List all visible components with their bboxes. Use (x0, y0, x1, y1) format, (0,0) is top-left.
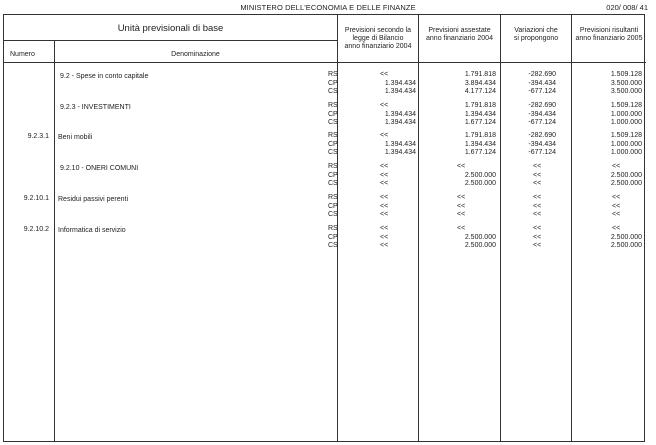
row-type: RS (328, 163, 338, 170)
value-previsioni-assestate: 1.791.818 (464, 132, 496, 139)
value-previsioni-risultanti: 1.509.128 (610, 102, 642, 109)
value-variazioni: << (533, 180, 542, 188)
value-previsioni-legge: << (380, 180, 389, 188)
value-previsioni-risultanti: 2.500.000 (610, 180, 642, 188)
value-previsioni-legge: << (380, 233, 389, 241)
row-name: Residui passivi perenti (58, 196, 129, 203)
col-header-numero: Numero (10, 51, 35, 58)
value-previsioni-legge: 1.394.434 (384, 119, 416, 127)
col-header-previsioni-risultanti: Previsioni risultanti anno finanziario 2005 (575, 27, 643, 42)
value-previsioni-risultanti: 1.000.000 (610, 140, 642, 148)
value-previsioni-legge: << (380, 211, 389, 219)
value-variazioni: -394.434 (528, 79, 556, 87)
row-type: CP (328, 140, 338, 148)
value-previsioni-assestate: 1.677.124 (464, 149, 496, 157)
value-previsioni-assestate: << (457, 202, 466, 210)
value-variazioni: -282.690 (528, 71, 556, 78)
value-previsioni-risultanti: 1.000.000 (610, 149, 642, 157)
value-previsioni-legge: << (380, 202, 389, 210)
value-previsioni-assestate: 1.394.434 (464, 110, 496, 118)
value-previsioni-risultanti: << (612, 194, 621, 201)
value-previsioni-assestate: << (457, 194, 466, 201)
row-type: CS (328, 149, 338, 157)
value-previsioni-risultanti: 2.500.000 (610, 242, 642, 250)
value-variazioni: -394.434 (528, 110, 556, 118)
value-variazioni: -282.690 (528, 102, 556, 109)
value-previsioni-assestate: 4.177.124 (464, 88, 496, 96)
value-previsioni-risultanti: << (612, 211, 621, 219)
value-previsioni-risultanti: 2.500.000 (610, 233, 642, 241)
row-type: CP (328, 171, 338, 179)
value-previsioni-risultanti: 1.000.000 (610, 119, 642, 127)
budget-table (3, 14, 645, 442)
value-variazioni: << (533, 242, 542, 250)
value-previsioni-legge: 1.394.434 (384, 140, 416, 148)
row-type: CP (328, 202, 338, 210)
row-type: CS (328, 119, 338, 127)
value-previsioni-legge: << (380, 132, 389, 139)
row-type: CP (328, 233, 338, 241)
value-previsioni-assestate: 1.677.124 (464, 119, 496, 127)
value-variazioni: -677.124 (528, 119, 556, 127)
row-type: CS (328, 180, 338, 188)
value-previsioni-risultanti: 3.500.000 (610, 88, 642, 96)
value-previsioni-legge: << (380, 102, 389, 109)
value-previsioni-risultanti: 1.000.000 (610, 110, 642, 118)
value-previsioni-risultanti: << (612, 202, 621, 210)
value-previsioni-assestate: 3.894.434 (464, 79, 496, 87)
value-variazioni: -677.124 (528, 88, 556, 96)
value-variazioni: -677.124 (528, 149, 556, 157)
value-previsioni-risultanti: 1.509.128 (610, 71, 642, 78)
value-variazioni: << (533, 194, 542, 201)
value-previsioni-legge: 1.394.434 (384, 149, 416, 157)
row-code: 9.2.3.1 (27, 133, 49, 140)
row-type: CP (328, 79, 338, 87)
value-variazioni: -394.434 (528, 140, 556, 148)
row-type: CS (328, 88, 338, 96)
value-previsioni-assestate: 1.791.818 (464, 102, 496, 109)
value-previsioni-legge: << (380, 242, 389, 250)
value-previsioni-legge: << (380, 163, 389, 170)
row-type: RS (328, 132, 338, 139)
value-previsioni-assestate: 2.500.000 (464, 233, 496, 241)
row-type: CS (328, 242, 338, 250)
value-previsioni-assestate: << (457, 211, 466, 219)
value-variazioni: -282.690 (528, 132, 556, 139)
col-header-variazioni: Variazioni che si propongono (513, 27, 559, 42)
value-variazioni: << (533, 225, 542, 232)
value-previsioni-assestate: << (457, 163, 466, 170)
value-previsioni-assestate: 1.394.434 (464, 140, 496, 148)
row-type: CS (328, 211, 338, 219)
value-variazioni: << (533, 211, 542, 219)
row-code: 9.2.10.2 (23, 226, 49, 233)
row-type: RS (328, 194, 338, 201)
row-type: CP (328, 110, 338, 118)
ministry-title: MINISTERO DELL'ECONOMIA E DELLE FINANZE (240, 3, 416, 12)
value-previsioni-risultanti: << (612, 225, 621, 232)
page-reference: 020/ 008/ 41 (606, 3, 648, 12)
col-header-previsioni-assestate: Previsioni assestate anno finanziario 2004 (426, 27, 493, 42)
row-type: RS (328, 225, 338, 232)
col-header-denominazione: Denominazione (171, 51, 220, 58)
row-name: Informatica di servizio (58, 227, 126, 234)
value-previsioni-legge: 1.394.434 (384, 88, 416, 96)
value-previsioni-assestate: 1.791.818 (464, 71, 496, 78)
value-previsioni-risultanti: 3.500.000 (610, 79, 642, 87)
col-header-previsioni-legge: Previsioni secondo la legge di Bilancio anno finanziario 2004 (344, 27, 412, 50)
value-previsioni-legge: << (380, 225, 389, 232)
value-previsioni-legge: << (380, 71, 389, 78)
value-variazioni: << (533, 163, 542, 170)
value-previsioni-legge: 1.394.434 (384, 110, 416, 118)
divider-header (4, 62, 646, 63)
row-name: 9.2.3 - INVESTIMENTI (60, 104, 131, 111)
value-previsioni-assestate: 2.500.000 (464, 242, 496, 250)
value-previsioni-legge: << (380, 171, 389, 179)
value-variazioni: << (533, 202, 542, 210)
value-previsioni-assestate: 2.500.000 (464, 180, 496, 188)
value-previsioni-assestate: 2.500.000 (464, 171, 496, 179)
value-previsioni-legge: 1.394.434 (384, 79, 416, 87)
row-name: Beni mobili (58, 134, 93, 141)
value-previsioni-risultanti: 2.500.000 (610, 171, 642, 179)
value-variazioni: << (533, 233, 542, 241)
row-name: 9.2.10 - ONERI COMUNI (60, 165, 139, 172)
value-previsioni-risultanti: 1.509.128 (610, 132, 642, 139)
divider-numero (54, 40, 55, 441)
value-variazioni: << (533, 171, 542, 179)
value-previsioni-legge: << (380, 194, 389, 201)
section-title: Unità previsionali di base (117, 23, 224, 34)
row-type: RS (328, 71, 338, 78)
value-previsioni-assestate: << (457, 225, 466, 232)
value-previsioni-risultanti: << (612, 163, 621, 170)
divider-title (4, 40, 337, 41)
row-type: RS (328, 102, 338, 109)
row-code: 9.2.10.1 (23, 195, 49, 202)
row-name: 9.2 - Spese in conto capitale (60, 73, 149, 80)
